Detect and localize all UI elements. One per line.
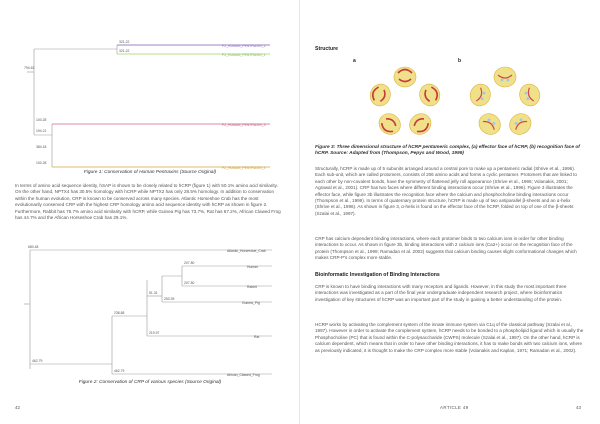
protomer	[467, 81, 493, 108]
panel-label-b: b	[458, 58, 462, 64]
node-value: 321.22	[119, 49, 130, 53]
tree-branches	[24, 250, 272, 374]
node-value: 219.97	[149, 331, 160, 335]
figure-3-protein-structure	[315, 55, 585, 145]
species-label: Human	[247, 265, 258, 269]
protomer	[394, 67, 416, 87]
leaf-label: P2_HUMAN_PENTRAXIN_2	[222, 44, 266, 48]
node-value: 321.22	[119, 40, 130, 44]
protomer	[375, 109, 405, 138]
protomer	[506, 109, 536, 138]
protomer	[417, 81, 443, 108]
species-label: African_Clawed_Frog	[227, 373, 260, 377]
protomer	[517, 81, 543, 108]
page-number: 42	[15, 405, 20, 410]
node-value: 462.79	[114, 369, 125, 373]
page-number: 43	[576, 405, 581, 410]
node-value: 100.28	[36, 118, 47, 122]
node-value: 680.48	[28, 245, 39, 249]
node-value: 207.80	[184, 261, 195, 265]
node-value: 794.63	[24, 66, 35, 70]
binding-paragraph-2: HCRP works by activating the complement system of the innate immune system via C1q of the classical pathway (Szalai et al., 1997). However in order to activate the complement system, hCRP needs to be bonded to a phospholipid ligand which is usually the Phosphocholine (PC) that is found within the C-polysaccharide (CWPS) molecule (Szalai et al., 1997). On the other hand, hCRP is calcium dependent, which means that in order to have other binding interactions, it has to make bonds with two calcium ions, where as previously indicated, it is thought to make the CRP complex more stable (Volanakis and Kaplan, 1971; Ramadan et al., 2002).	[315, 322, 584, 353]
protomer	[367, 81, 393, 108]
leaf-label: P2_HUMAN_PENTRAXIN_4	[222, 166, 266, 170]
figure-3-caption: Figure 3: Three dimensional structure of hCRP pentameric complex, (a) effector face of hCRP, (b) recognition face of hCRP. Source: Adapted from (Thompson, Pepys and Wood, 1999)	[315, 145, 580, 156]
node-value: 207.80	[184, 281, 195, 285]
species-label: Rabbit	[247, 285, 257, 289]
figure-1-phylogenetic-tree	[22, 40, 277, 178]
recognition-face-structure	[467, 67, 542, 139]
node-value: 462.79	[32, 359, 43, 363]
structure-paragraph-2: CRP has calcium dependent binding interactions, where each protomer binds to two calcium ions in order for other binding interactions to occur. As shown in figure 3b, binding interactions with 2 calcium ions (Ca2+) occur on the recognition face of the protein (Thompson et al., 1999; Ramadan et al. 2002) suggests that calcium binding causes slight conformational changes which makes CRP-P's complex more stable.	[315, 236, 577, 261]
node-value: 100.28	[36, 161, 47, 165]
right-page	[300, 0, 600, 424]
binding-paragraph-1: CRP is known to have binding interactions with many receptors and ligands. However, in this study the most important three interactions was investigated as a part of the final year undergraduate independent research project, where bioinformatics investigation of key structures of hCRP was an important part of the study in gaining a better understanding of the protein.	[315, 284, 567, 302]
structure-heading: Structure	[315, 46, 339, 52]
effector-face-structure	[367, 67, 442, 139]
protomer	[475, 109, 505, 138]
node-value: 253.39	[164, 297, 175, 301]
species-label: Guinea_Pig	[242, 301, 260, 305]
species-label: Rat	[254, 335, 260, 339]
species-label: Atlantic_Horseshoe_Crab	[227, 249, 266, 253]
leaf-label: P2_HUMAN_PENTRAXIN_1	[222, 53, 266, 57]
footer-title: ARTICLE 49	[440, 405, 469, 410]
structure-paragraph-1: Structurally, hCRP is made up of 5 subunits arranged around a central pore to make up a pentameric radial (Shrive et al., 1996). Each sub-unit, which are called protomers, consists of 206 amino acids and forms a cyclic pentamer. Protomers that are linked to each other by non-covalent bonds, have the symmetry of flattened jelly roll appearance (Shrive et al., 1996; Volanakis, 2001; Agrawal et al., 2001). CRP has two faces where different binding interactions occur (Shrive et al., 1996). Figure 3 illustrates the effector face, while figure 3b illustrates the recognition face where the calcium and phosphocholine binding interactions occur (Thompson et al., 1999). In terms of quaternary protein structure, hCRP is made up of two antiparallel β-sheets and an α-helix (Shrive et al., 1996). As shown in figure 3, α-helix is found on the effector face of the hCRP, folded on top of one of the β-sheets (Szalai et al., 1997).	[315, 166, 577, 216]
binding-heading: Bioinformatic Investigation of Binding Interactions	[315, 272, 440, 278]
figure-2-caption: Figure 2: Conservation of CRP of various species (Source Original)	[78, 380, 222, 385]
node-value: 194.21	[36, 129, 47, 133]
node-value: 384.18	[36, 145, 47, 149]
body-paragraph: In terms of amino acid sequence identity, hSAP is shown to be closely related to hCRP (figure 1) with 50.1% amino acid similarity. On the other hand, NPTX4 has 30.5% homology with hCRP while NPTX2 has only 28.5% homology. In addition to conservation within the human evolution, CRP is known to be conserved across many species. Atlantic Horseshoe Crab has the most evolutionarily conserved CRP with the highest CRP homology amino acid sequence identity with hCRP as shown in figure 2. Furthermore, Rabbit has 75.7% amino acid similarity with hCRP, while Guinea Pig has 73.7%, Rat has 67.2%, African Clawed Frog has 44.7% and the African Horseshoe Crab has 29.1%.	[15, 183, 281, 221]
figure-2-phylogenetic-tree	[22, 244, 277, 384]
node-value: 238.68	[114, 311, 125, 315]
panel-label-a: a	[353, 58, 356, 64]
node-value: 51.31	[149, 291, 158, 295]
protomer	[406, 109, 436, 138]
leaf-label: P2_HUMAN_PENTRAXIN_3	[222, 123, 266, 127]
figure-1-caption: Figure 1: Conservation of Human Pentraxins (Source Original)	[83, 170, 217, 175]
tree-branches	[27, 45, 270, 167]
protomer	[494, 67, 516, 87]
